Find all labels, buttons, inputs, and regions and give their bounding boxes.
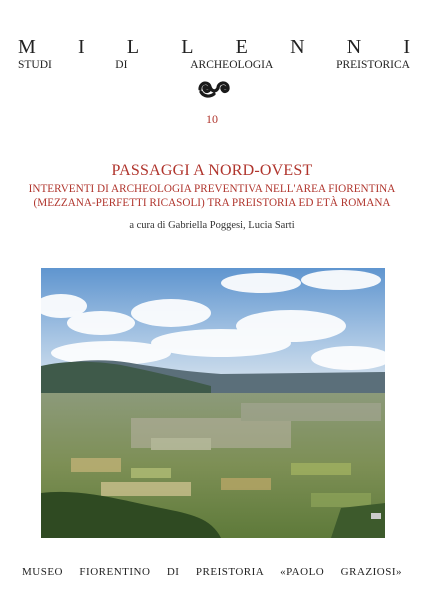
series-letter: N	[290, 36, 305, 58]
volume-number: 10	[206, 112, 218, 126]
publisher-name: MUSEO FIORENTINO DI PREISTORIA «PAOLO GRAZIOSI»	[22, 566, 402, 578]
series-letter: N	[346, 36, 362, 58]
book-title: PASSAGGI A NORD-OVEST	[111, 162, 313, 179]
landscape-photo	[41, 268, 385, 538]
series-letter: M	[18, 36, 36, 58]
book-description	[20, 182, 404, 210]
series-letter: L	[126, 36, 140, 58]
series-letter: L	[181, 36, 194, 58]
series-letter: E	[235, 36, 248, 58]
series-subtitle: STUDI DI ARCHEOLOGIA PREISTORICA	[18, 59, 410, 71]
description-line: INTERVENTI DI ARCHEOLOGIA PREVENTIVA NELL'AREA FIORENTINA	[28, 183, 396, 195]
series-letter: I	[403, 36, 411, 58]
editors: a cura di Gabriella Poggesi, Lucia Sarti	[129, 220, 295, 231]
series-title	[18, 36, 410, 58]
series-letter: I	[77, 36, 85, 58]
description-line: (MEZZANA-PERFETTI RICASOLI) TRA PREISTORIA ED ETÀ ROMANA	[33, 197, 391, 209]
spiral-double-icon	[196, 77, 232, 99]
